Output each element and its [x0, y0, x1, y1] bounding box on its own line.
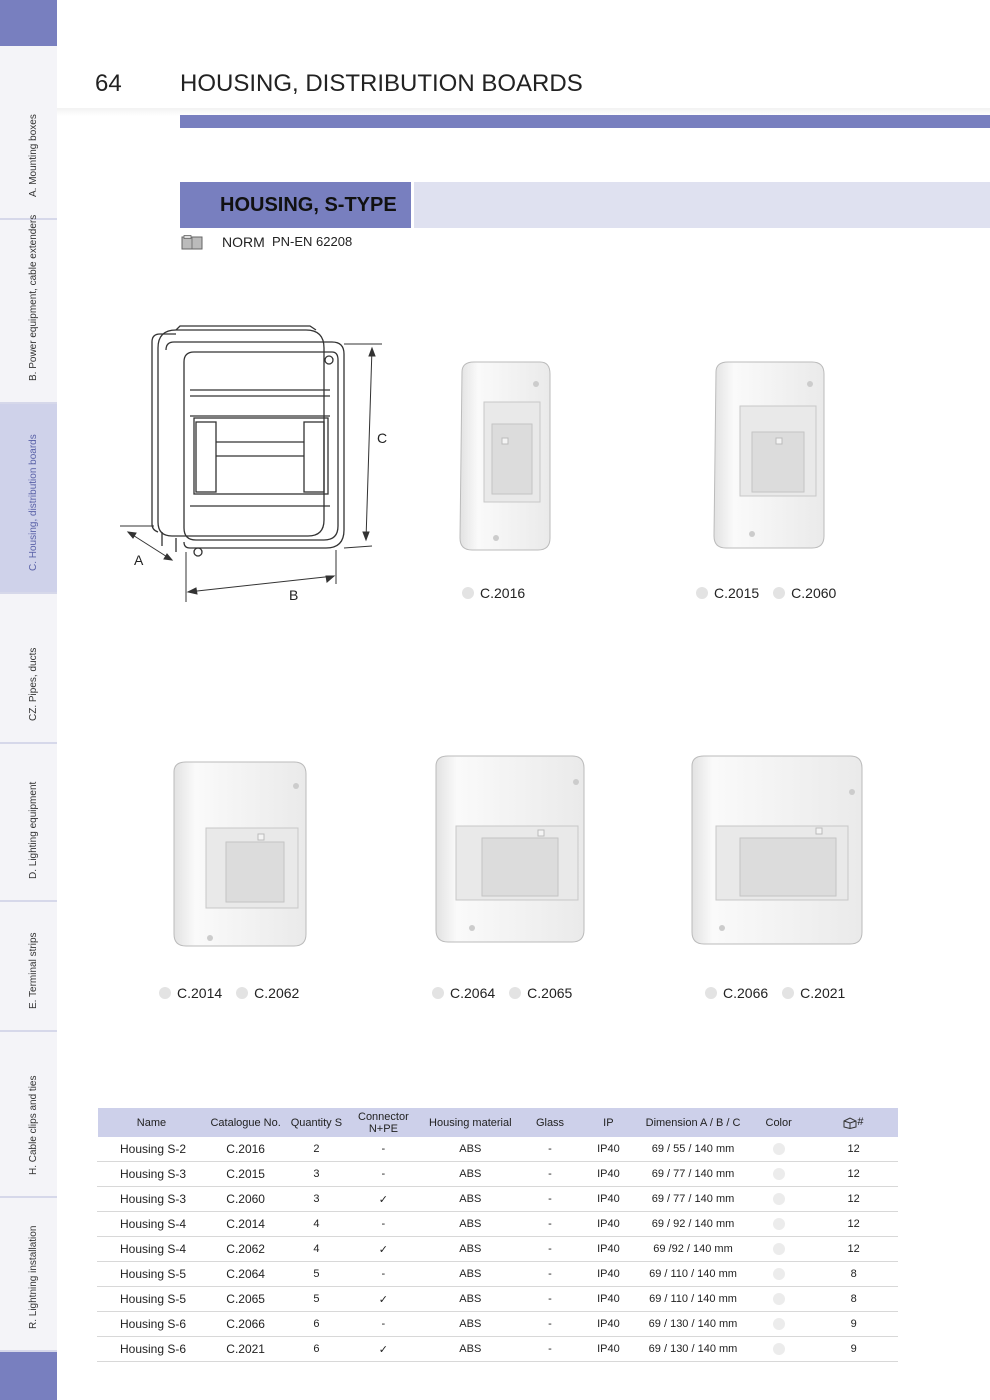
- cell-connector: ✓: [347, 1237, 420, 1262]
- cell-catalogue: C.2065: [205, 1287, 286, 1312]
- dimension-b-label: B: [289, 587, 299, 603]
- table-row: [98, 1212, 899, 1237]
- color-swatch: [773, 1193, 785, 1205]
- sidebar-item-label: H. Cable clips and ties: [28, 1075, 39, 1175]
- cell-color: [749, 1237, 809, 1262]
- table-row: [98, 1262, 899, 1287]
- cell-dimension: 69 / 77 / 140 mm: [638, 1187, 749, 1212]
- product-code: C.2015: [714, 585, 760, 601]
- cell-ip: IP40: [579, 1337, 637, 1362]
- color-swatch: [773, 1168, 785, 1180]
- cell-color: [749, 1312, 809, 1337]
- cell-glass: -: [521, 1137, 580, 1162]
- cell-name: Housing S-4: [98, 1212, 206, 1237]
- cell-package-qty: 8: [809, 1262, 898, 1287]
- table-row: [98, 1137, 899, 1162]
- cell-catalogue: C.2066: [205, 1312, 286, 1337]
- col-header-connector: Connector N+PE: [347, 1108, 420, 1137]
- cell-material: ABS: [420, 1237, 521, 1262]
- table-row: [98, 1162, 899, 1187]
- cell-material: ABS: [420, 1312, 521, 1337]
- norm-label: NORM: [222, 234, 265, 250]
- page-title: HOUSING, DISTRIBUTION BOARDS: [180, 70, 583, 97]
- col-header-name: Name: [98, 1108, 206, 1137]
- color-dot: [236, 987, 248, 999]
- color-swatch: [773, 1293, 785, 1305]
- sidebar-item-pipes[interactable]: [0, 594, 57, 744]
- sidebar-item-label: B. Power equipment, cable extenders: [28, 214, 39, 381]
- cell-connector: -: [347, 1262, 420, 1287]
- cell-connector: ✓: [347, 1287, 420, 1312]
- product-code: C.2064: [450, 985, 496, 1001]
- table-row: [98, 1312, 899, 1337]
- page-number: 64: [95, 70, 122, 97]
- color-dot: [462, 587, 474, 599]
- cell-ip: IP40: [579, 1137, 637, 1162]
- package-icon: [843, 1117, 857, 1129]
- cell-color: [749, 1187, 809, 1212]
- dimension-c-label: C: [377, 430, 388, 446]
- col-header-glass: Glass: [521, 1108, 580, 1137]
- header-bar: [180, 115, 990, 128]
- color-dot: [696, 587, 708, 599]
- cell-ip: IP40: [579, 1187, 637, 1212]
- color-swatch: [773, 1268, 785, 1280]
- package-column-symbol: #: [857, 1116, 864, 1129]
- cell-dimension: 69 /92 / 140 mm: [638, 1237, 749, 1262]
- cell-ip: IP40: [579, 1237, 637, 1262]
- section-title: HOUSING, S-TYPE: [180, 182, 411, 228]
- cell-glass: -: [521, 1237, 580, 1262]
- cell-material: ABS: [420, 1187, 521, 1212]
- cell-name: Housing S-5: [98, 1262, 206, 1287]
- sidebar-item-label: D. Lighting equipment: [28, 781, 39, 879]
- cell-connector: -: [347, 1162, 420, 1187]
- cell-glass: -: [521, 1187, 580, 1212]
- sidebar-item-label: CZ. Pipes, ducts: [28, 647, 39, 721]
- cell-name: Housing S-6: [98, 1312, 206, 1337]
- cell-name: Housing S-6: [98, 1337, 206, 1362]
- cell-package-qty: 12: [809, 1212, 898, 1237]
- cell-ip: IP40: [579, 1287, 637, 1312]
- product-code: C.2060: [791, 585, 837, 601]
- sidebar-item-terminal-strips[interactable]: [0, 902, 57, 1032]
- housing-s5-image: [430, 752, 590, 946]
- cell-material: ABS: [420, 1162, 521, 1187]
- cell-dimension: 69 / 92 / 140 mm: [638, 1212, 749, 1237]
- color-swatch: [773, 1243, 785, 1255]
- color-swatch: [773, 1143, 785, 1155]
- color-dot: [782, 987, 794, 999]
- cell-connector: -: [347, 1312, 420, 1337]
- col-header-quantity: Quantity S: [286, 1108, 347, 1137]
- cell-dimension: 69 / 55 / 140 mm: [638, 1137, 749, 1162]
- housing-s3-image: [704, 358, 830, 552]
- cell-material: ABS: [420, 1337, 521, 1362]
- cell-glass: -: [521, 1212, 580, 1237]
- product-codes: [462, 585, 525, 601]
- color-dot: [159, 987, 171, 999]
- dimension-a-label: A: [134, 552, 144, 568]
- cell-color: [749, 1262, 809, 1287]
- cell-name: Housing S-3: [98, 1162, 206, 1187]
- cell-quantity: 3: [286, 1187, 347, 1212]
- product-codes: [432, 985, 572, 1001]
- cell-dimension: 69 / 77 / 140 mm: [638, 1162, 749, 1187]
- cell-name: Housing S-5: [98, 1287, 206, 1312]
- housing-s6-image: [686, 752, 866, 948]
- cell-ip: IP40: [579, 1212, 637, 1237]
- col-header-material: Housing material: [420, 1108, 521, 1137]
- product-codes: [159, 985, 299, 1001]
- cell-package-qty: 9: [809, 1312, 898, 1337]
- cell-catalogue: C.2021: [205, 1337, 286, 1362]
- color-swatch: [773, 1318, 785, 1330]
- cell-quantity: 6: [286, 1312, 347, 1337]
- cell-catalogue: C.2016: [205, 1137, 286, 1162]
- sidebar-item-label: C. Housing, distribution boards: [28, 434, 39, 571]
- cell-package-qty: 12: [809, 1187, 898, 1212]
- housing-s2-image: [452, 358, 554, 554]
- cell-quantity: 4: [286, 1237, 347, 1262]
- cell-dimension: 69 / 130 / 140 mm: [638, 1312, 749, 1337]
- sidebar-item-label: E. Terminal strips: [28, 932, 39, 1009]
- table-row: [98, 1287, 899, 1312]
- cell-quantity: 2: [286, 1137, 347, 1162]
- cell-glass: -: [521, 1262, 580, 1287]
- sidebar-item-housing[interactable]: [0, 404, 57, 594]
- cell-name: Housing S-4: [98, 1237, 206, 1262]
- col-header-catalogue: Catalogue No.: [205, 1108, 286, 1137]
- cell-material: ABS: [420, 1262, 521, 1287]
- cell-ip: IP40: [579, 1312, 637, 1337]
- cell-quantity: 5: [286, 1262, 347, 1287]
- cell-glass: -: [521, 1312, 580, 1337]
- cell-connector: -: [347, 1212, 420, 1237]
- product-code: C.2065: [527, 985, 573, 1001]
- color-swatch: [773, 1218, 785, 1230]
- cell-material: ABS: [420, 1287, 521, 1312]
- color-dot: [773, 587, 785, 599]
- cell-catalogue: C.2062: [205, 1237, 286, 1262]
- sidebar-item-power-equipment[interactable]: [0, 214, 57, 404]
- product-code: C.2016: [480, 585, 526, 601]
- color-dot: [509, 987, 521, 999]
- table-row: [98, 1237, 899, 1262]
- sidebar-item-lighting[interactable]: [0, 744, 57, 902]
- cell-package-qty: 8: [809, 1287, 898, 1312]
- table-row: [98, 1337, 899, 1362]
- col-header-dimension: Dimension A / B / C: [638, 1108, 749, 1137]
- cell-package-qty: 9: [809, 1337, 898, 1362]
- cell-connector: -: [347, 1137, 420, 1162]
- cell-connector: ✓: [347, 1187, 420, 1212]
- color-swatch: [773, 1343, 785, 1355]
- cell-package-qty: 12: [809, 1137, 898, 1162]
- sidebar-item-label: R. Lightning installation: [28, 1225, 39, 1329]
- cell-material: ABS: [420, 1212, 521, 1237]
- cell-color: [749, 1337, 809, 1362]
- cell-quantity: 4: [286, 1212, 347, 1237]
- table-header-row: [98, 1108, 899, 1137]
- col-header-color: Color: [749, 1108, 809, 1137]
- cell-catalogue: C.2014: [205, 1212, 286, 1237]
- sidebar-top-accent: [0, 0, 57, 46]
- section-band: [414, 182, 990, 228]
- product-codes: [696, 585, 836, 601]
- cell-package-qty: 12: [809, 1162, 898, 1187]
- product-code: C.2014: [177, 985, 223, 1001]
- cell-quantity: 5: [286, 1287, 347, 1312]
- sidebar-item-mounting-boxes[interactable]: [0, 46, 57, 220]
- cell-color: [749, 1212, 809, 1237]
- product-code: C.2066: [723, 985, 769, 1001]
- cell-glass: -: [521, 1162, 580, 1187]
- cell-dimension: 69 / 130 / 140 mm: [638, 1337, 749, 1362]
- cell-quantity: 6: [286, 1337, 347, 1362]
- cell-ip: IP40: [579, 1162, 637, 1187]
- col-header-ip: IP: [579, 1108, 637, 1137]
- cell-quantity: 3: [286, 1162, 347, 1187]
- sidebar-item-lightning[interactable]: [0, 1198, 57, 1352]
- sidebar: [0, 0, 57, 1400]
- product-code: C.2062: [254, 985, 300, 1001]
- spec-table: [97, 1108, 898, 1362]
- book-icon: [181, 235, 203, 250]
- cell-glass: -: [521, 1287, 580, 1312]
- sidebar-item-label: A. Mounting boxes: [28, 114, 39, 197]
- sidebar-item-cable-clips[interactable]: [0, 1032, 57, 1198]
- color-dot: [705, 987, 717, 999]
- cell-color: [749, 1137, 809, 1162]
- cell-catalogue: C.2064: [205, 1262, 286, 1287]
- cell-connector: ✓: [347, 1337, 420, 1362]
- sidebar-bottom-accent: [0, 1352, 57, 1400]
- col-header-package: [809, 1108, 898, 1137]
- cell-catalogue: C.2060: [205, 1187, 286, 1212]
- cell-catalogue: C.2015: [205, 1162, 286, 1187]
- cell-dimension: 69 / 110 / 140 mm: [638, 1287, 749, 1312]
- housing-s4-image: [168, 758, 312, 952]
- cell-ip: IP40: [579, 1262, 637, 1287]
- cell-name: Housing S-3: [98, 1187, 206, 1212]
- color-dot: [432, 987, 444, 999]
- cell-material: ABS: [420, 1137, 521, 1162]
- table-row: [98, 1187, 899, 1212]
- product-codes: [705, 985, 845, 1001]
- technical-drawing: [110, 320, 400, 610]
- cell-color: [749, 1287, 809, 1312]
- norm-value: PN-EN 62208: [272, 234, 353, 249]
- cell-dimension: 69 / 110 / 140 mm: [638, 1262, 749, 1287]
- product-code: C.2021: [800, 985, 846, 1001]
- cell-glass: -: [521, 1337, 580, 1362]
- cell-color: [749, 1162, 809, 1187]
- cell-name: Housing S-2: [98, 1137, 206, 1162]
- cell-package-qty: 12: [809, 1237, 898, 1262]
